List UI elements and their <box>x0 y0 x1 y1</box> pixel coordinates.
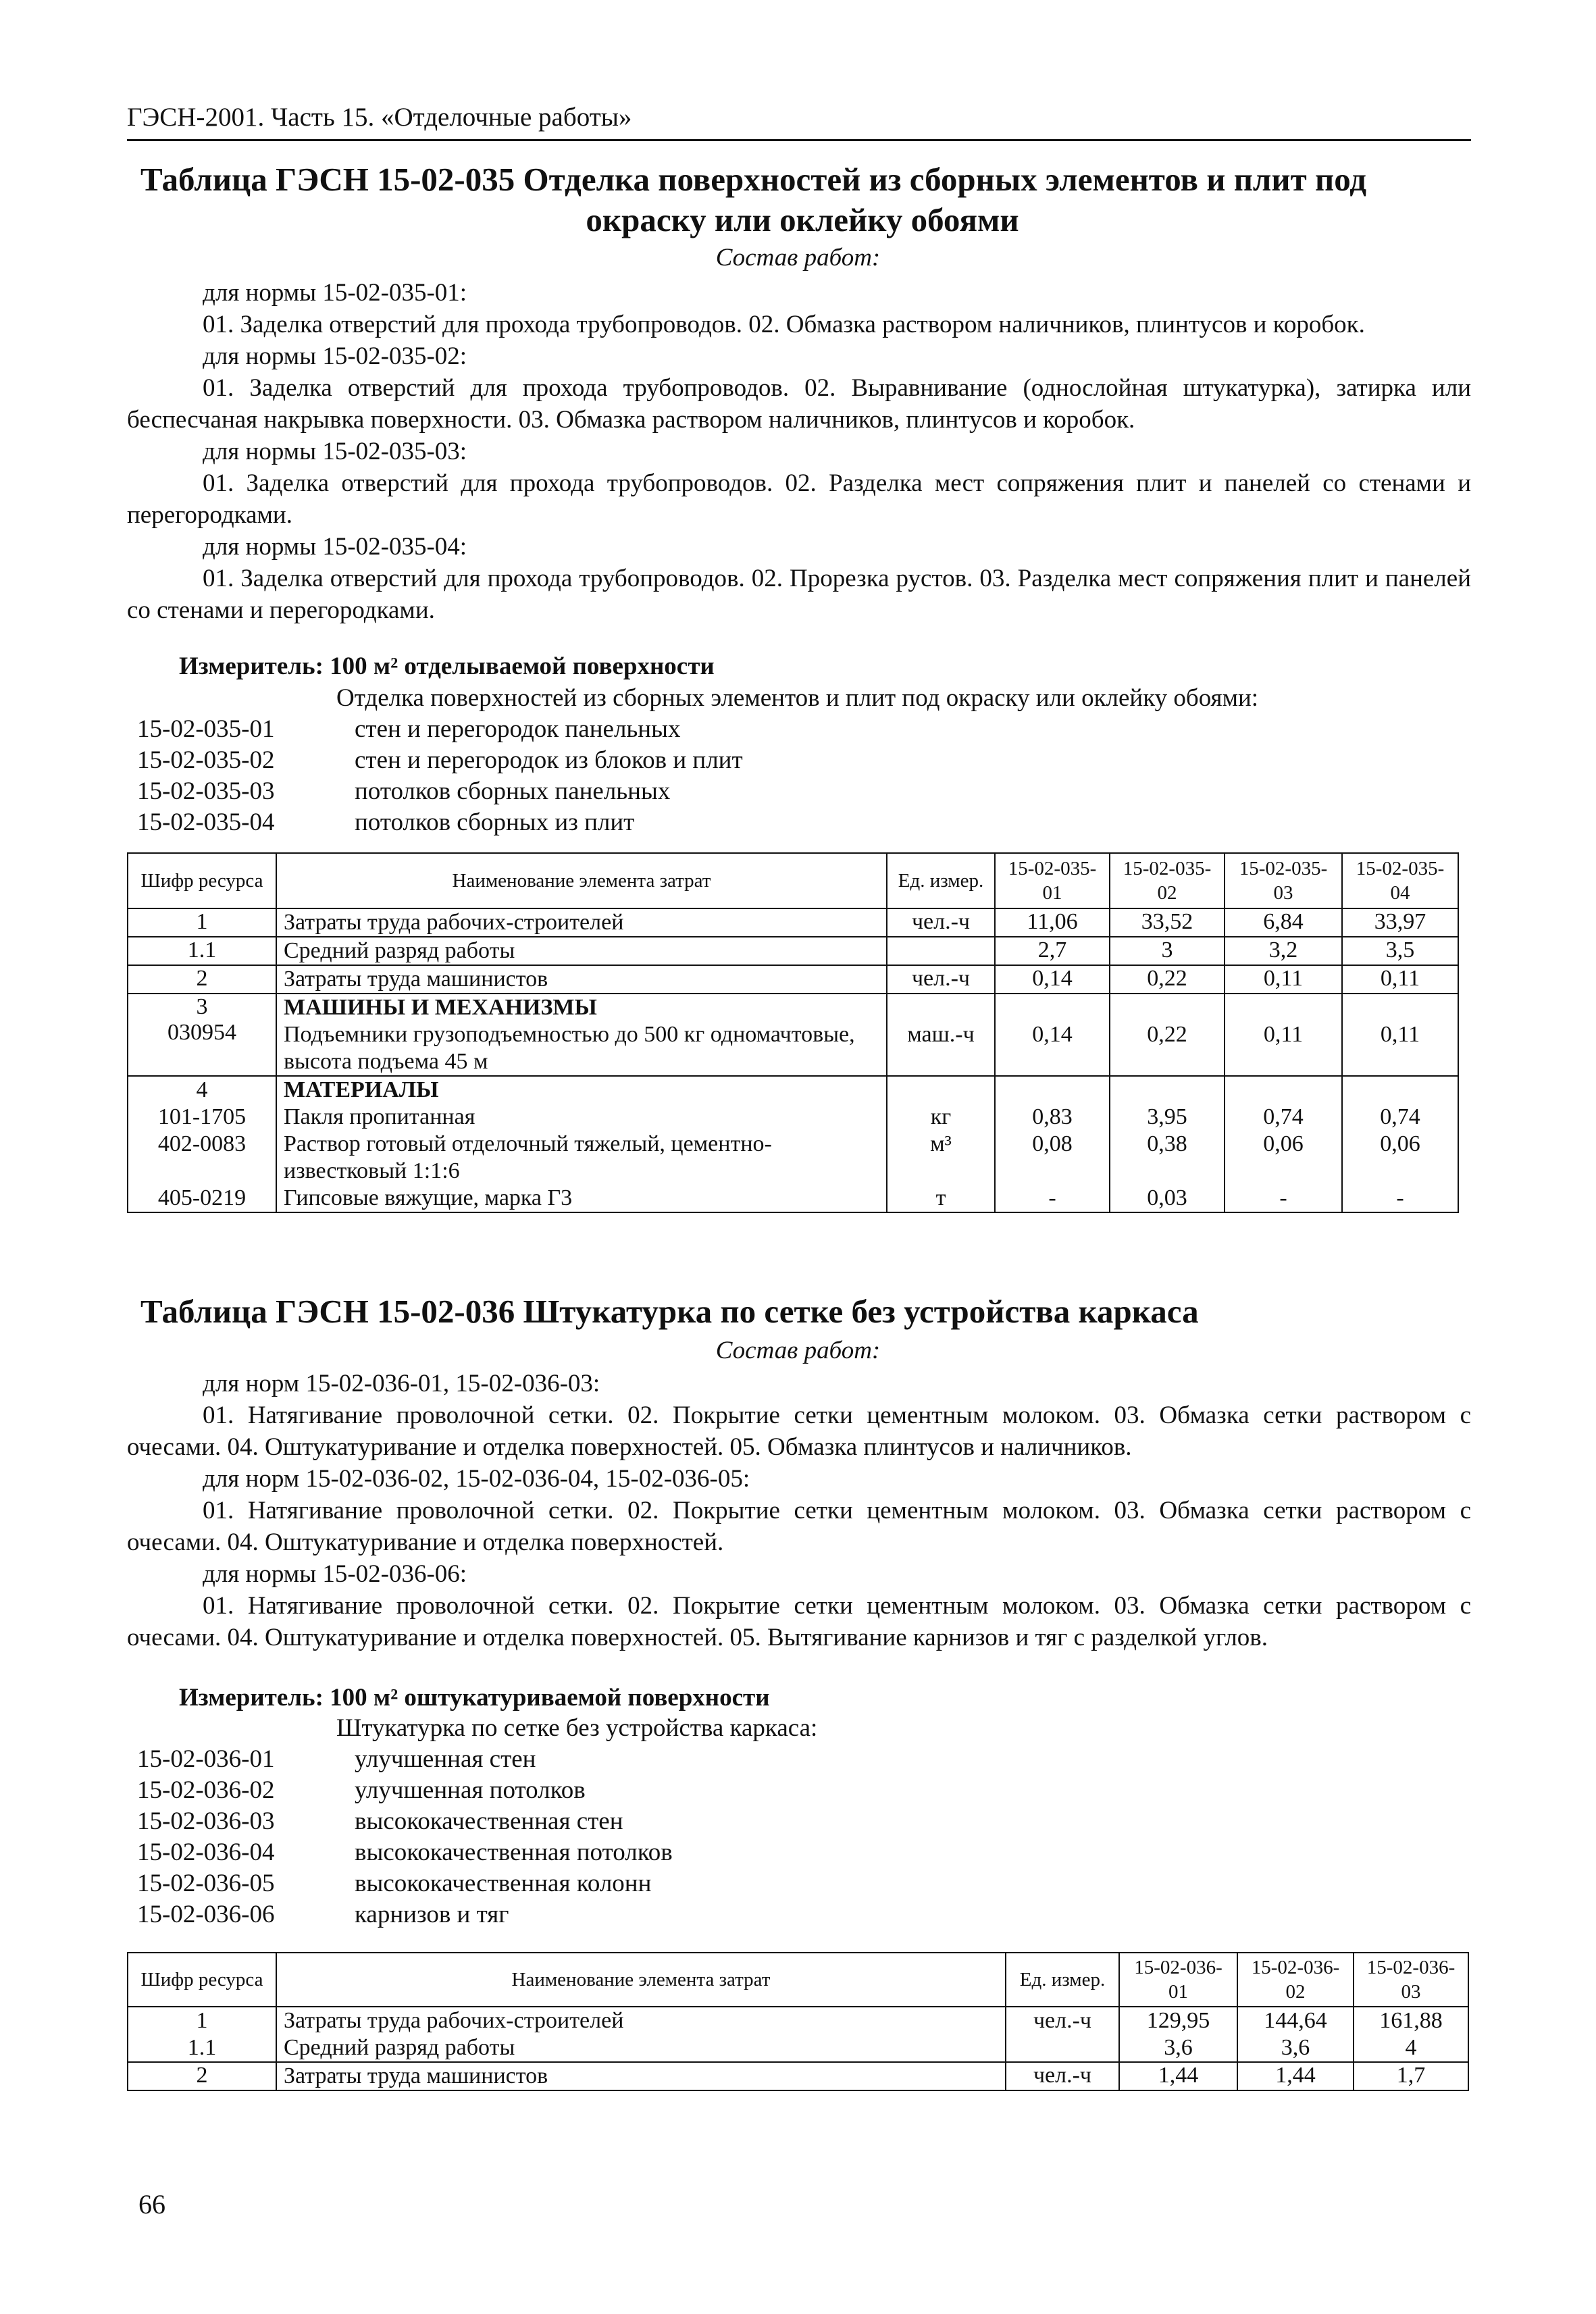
section-title: МАТЕРИАЛЫ <box>284 1077 439 1102</box>
norms-036 <box>127 1368 1471 1653</box>
header-code: Шифр ресурса <box>128 1953 276 2007</box>
norm-label: для нормы 15-02-035-02: <box>203 342 467 370</box>
unit: кг <box>930 1104 952 1129</box>
norm-desc: карнизов и тяг <box>355 1901 509 1928</box>
table-header-row <box>128 1953 1468 2007</box>
unit: чел.-ч <box>1033 2008 1092 2033</box>
resource-name: Средний разряд работы <box>284 2035 515 2060</box>
cell-name: Затраты труда рабочих-строителей <box>276 908 887 937</box>
norm-label: для норм 15-02-036-01, 15-02-036-03: <box>203 1370 600 1397</box>
table-035-title-line1: Таблица ГЭСН 15-02-035 Отделка поверхностей из сборных элементов и плит под <box>140 161 1367 198</box>
cell-value <box>1110 1076 1225 1212</box>
code-row <box>137 1775 673 1806</box>
value: 129,95 <box>1146 2008 1210 2033</box>
cell-value <box>1354 2007 1468 2062</box>
cell-code: 2 <box>128 2062 276 2090</box>
norm-code: 15-02-035-02 <box>137 746 275 774</box>
value: - <box>1048 1185 1056 1210</box>
cell-value: 33,52 <box>1110 908 1225 937</box>
value: 0,83 <box>1032 1104 1073 1129</box>
cell-value: 0,14 <box>995 965 1110 994</box>
header-norm-col: 15-02-036-03 <box>1354 1953 1468 2007</box>
cell-name: Средний разряд работы <box>276 937 887 965</box>
cell-code: 030954 <box>168 1020 236 1045</box>
cell-value: 1,44 <box>1119 2062 1237 2090</box>
norm-desc: высококачественная потолков <box>355 1839 673 1866</box>
cell-code: 402-0083 <box>157 1131 247 1156</box>
norm-desc: потолков сборных из плит <box>355 808 635 836</box>
cell-value: 3 <box>1110 937 1225 965</box>
cell-value: 0,11 <box>1342 965 1458 994</box>
cell-name <box>276 1076 887 1212</box>
value: 0,74 <box>1380 1104 1420 1129</box>
resource-name: Раствор готовый отделочный тяжелый, цементно-известковый 1:1:6 <box>284 1131 772 1183</box>
code-row <box>137 1868 673 1899</box>
norm-code: 15-02-035-04 <box>137 808 275 836</box>
cell-value: 0,11 <box>1225 994 1342 1076</box>
cell-value: 6,84 <box>1225 908 1342 937</box>
code-row <box>137 807 743 838</box>
cell-value: 2,7 <box>995 937 1110 965</box>
norm-desc: стен и перегородок из блоков и плит <box>355 746 743 774</box>
cell-unit: маш.-ч <box>887 994 995 1076</box>
cell-name: Затраты труда машинистов <box>276 965 887 994</box>
cell-value: 0,11 <box>1225 965 1342 994</box>
value: - <box>1279 1185 1287 1210</box>
unit: т <box>935 1185 946 1210</box>
table-header-row <box>128 853 1458 908</box>
code-row <box>137 776 743 807</box>
unit: м³ <box>930 1131 952 1156</box>
cell-code: 101-1705 <box>157 1104 247 1129</box>
norm-text: 01. Натягивание проволочной сетки. 02. Покрытие сетки цементным молоком. 03. Обмазка сетки раствором с очесами. 04. Оштукатуривание и отделка поверхностей. 05. Вытягивание карнизов и тяг с разделкой углов. <box>127 1592 1471 1651</box>
cell-value <box>1342 1076 1458 1212</box>
norm-label: для нормы 15-02-035-03: <box>203 438 467 465</box>
page-header: ГЭСН-2001. Часть 15. «Отделочные работы» <box>127 101 1471 141</box>
header-norm-col: 15-02-036-02 <box>1237 1953 1354 2007</box>
cell-value <box>1225 1076 1342 1212</box>
norm-desc: высококачественная стен <box>355 1807 623 1835</box>
cell-unit <box>1006 2007 1119 2062</box>
cell-code: 1 <box>128 908 276 937</box>
table-035-title-line2: окраску или оклейку обоями <box>586 201 1019 238</box>
resource-name: Затраты труда рабочих-строителей <box>284 2008 624 2033</box>
code-list-036 <box>137 1744 673 1930</box>
table-row <box>128 908 1458 937</box>
cell-value: 1,44 <box>1237 2062 1354 2090</box>
code-row <box>137 1744 673 1775</box>
norm-text: 01. Заделка отверстий для прохода трубопроводов. 02. Прорезка рустов. 03. Разделка мест сопряжения плит и панелей со стенами и перегородками. <box>127 565 1471 624</box>
cell-value: 0,11 <box>1342 994 1458 1076</box>
resource-table-035 <box>127 852 1459 1213</box>
norm-text: 01. Натягивание проволочной сетки. 02. Покрытие сетки цементным молоком. 03. Обмазка сетки раствором с очесами. 04. Оштукатуривание и отделка поверхностей. 05. Обмазка плинтусов и наличников. <box>127 1402 1471 1461</box>
cell-code: 2 <box>128 965 276 994</box>
resource-name: Подъемники грузоподъемностью до 500 кг одномачтовые, высота подъема 45 м <box>284 1022 855 1074</box>
cell-value: 3,5 <box>1342 937 1458 965</box>
value: 3,95 <box>1147 1104 1187 1129</box>
header-name: Наименование элемента затрат <box>276 1953 1006 2007</box>
header-norm-col: 15-02-035-04 <box>1342 853 1458 908</box>
cell-value <box>1237 2007 1354 2062</box>
value: 3,6 <box>1281 2035 1310 2060</box>
norm-text: 01. Заделка отверстий для прохода трубопроводов. 02. Выравнивание (однослойная штукатурка), затирка или беспесчаная накрывка поверхности. 03. Обмазка раствором наличников, плинтусов и коробок. <box>127 374 1471 434</box>
cell-unit: чел.-ч <box>887 908 995 937</box>
header-name: Наименование элемента затрат <box>276 853 887 908</box>
table-row <box>128 994 1458 1076</box>
table-row <box>128 1076 1458 1212</box>
code-row <box>137 1837 673 1868</box>
norm-code: 15-02-036-05 <box>137 1870 275 1897</box>
norm-desc: улучшенная потолков <box>355 1776 586 1804</box>
cell-unit <box>887 937 995 965</box>
section-code: 3 <box>196 994 208 1019</box>
header-code: Шифр ресурса <box>128 853 276 908</box>
cell-value: 33,97 <box>1342 908 1458 937</box>
table-036-title: Таблица ГЭСН 15-02-036 Штукатурка по сетке без устройства каркаса <box>140 1293 1199 1330</box>
code-row <box>137 1806 673 1837</box>
cell-unit <box>887 1076 995 1212</box>
code-row <box>137 714 743 745</box>
norm-code: 15-02-035-01 <box>137 715 275 743</box>
table-row <box>128 2007 1468 2062</box>
norm-label: для нормы 15-02-035-01: <box>203 279 467 307</box>
value: 0,08 <box>1032 1131 1073 1156</box>
norm-text: 01. Заделка отверстий для прохода трубопроводов. 02. Обмазка раствором наличников, плинтусов и коробок. <box>203 311 1365 338</box>
izmeritel-label: Измеритель: <box>179 652 324 680</box>
header-unit: Ед. измер. <box>1006 1953 1119 2007</box>
sostav-035: Состав работ: <box>715 244 881 272</box>
norm-code: 15-02-036-06 <box>137 1901 275 1928</box>
norm-code: 15-02-036-04 <box>137 1839 275 1866</box>
value: 161,88 <box>1379 2008 1443 2033</box>
table-row <box>128 937 1458 965</box>
header-norm-col: 15-02-035-03 <box>1225 853 1342 908</box>
value: 0,38 <box>1147 1131 1187 1156</box>
value: 3,6 <box>1164 2035 1193 2060</box>
cell-name <box>276 994 887 1076</box>
cell-code <box>128 994 276 1076</box>
table-035-title <box>140 159 1464 240</box>
izmeritel-label: Измеритель: <box>179 1684 324 1712</box>
cell-code: 405-0219 <box>157 1185 247 1210</box>
code-row <box>137 745 743 776</box>
norm-label: для норм 15-02-036-02, 15-02-036-04, 15-02-036-05: <box>203 1465 750 1493</box>
izmeritel-value: 100 м² оштукатуриваемой поверхности <box>330 1684 770 1712</box>
cell-code <box>128 2007 276 2062</box>
cell-code-value: 1 <box>196 2008 208 2033</box>
norm-desc: высококачественная колонн <box>355 1870 652 1897</box>
norm-label: для нормы 15-02-035-04: <box>203 533 467 561</box>
sostav-036: Состав работ: <box>715 1337 881 1364</box>
cell-value: 0,14 <box>995 994 1110 1076</box>
value: 4 <box>1405 2035 1417 2060</box>
value: 144,64 <box>1264 2008 1327 2033</box>
code-list-035 <box>137 714 743 838</box>
norm-text: 01. Натягивание проволочной сетки. 02. Покрытие сетки цементным молоком. 03. Обмазка сетки раствором с очесами. 04. Оштукатуривание и отделка поверхностей. <box>127 1497 1471 1556</box>
header-unit: Ед. измер. <box>887 853 995 908</box>
norm-code: 15-02-036-01 <box>137 1745 275 1773</box>
norm-desc: потолков сборных панельных <box>355 777 671 805</box>
category-heading-036: Штукатурка по сетке без устройства каркаса: <box>336 1714 818 1742</box>
norm-text: 01. Заделка отверстий для прохода трубопроводов. 02. Разделка мест сопряжения плит и панелей со стенами и перегородками. <box>127 469 1471 529</box>
cell-value <box>995 1076 1110 1212</box>
cell-name: Затраты труда машинистов <box>276 2062 1006 2090</box>
cell-unit: чел.-ч <box>887 965 995 994</box>
page-number: 66 <box>138 2189 165 2219</box>
table-row <box>128 965 1458 994</box>
cell-value <box>1119 2007 1237 2062</box>
value: 0,03 <box>1147 1185 1187 1210</box>
izmeritel-035 <box>179 652 715 681</box>
value: 0,06 <box>1380 1131 1420 1156</box>
norms-035 <box>127 277 1471 626</box>
norm-code: 15-02-035-03 <box>137 777 275 805</box>
norm-code: 15-02-036-02 <box>137 1776 275 1804</box>
header-norm-col: 15-02-035-01 <box>995 853 1110 908</box>
resource-name: Гипсовые вяжущие, марка Г3 <box>284 1185 573 1210</box>
cell-name <box>276 2007 1006 2062</box>
cell-value: 0,22 <box>1110 965 1225 994</box>
izmeritel-036 <box>179 1683 770 1712</box>
norm-code: 15-02-036-03 <box>137 1807 275 1835</box>
cell-value: 1,7 <box>1354 2062 1468 2090</box>
norm-desc: стен и перегородок панельных <box>355 715 681 743</box>
header-norm-col: 15-02-035-02 <box>1110 853 1225 908</box>
izmeritel-value: 100 м² отделываемой поверхности <box>330 652 715 680</box>
cell-code: 1.1 <box>128 937 276 965</box>
cell-value: 3,2 <box>1225 937 1342 965</box>
value: - <box>1396 1185 1404 1210</box>
value: 0,06 <box>1263 1131 1304 1156</box>
resource-name: Пакля пропитанная <box>284 1104 475 1129</box>
value: 0,74 <box>1263 1104 1304 1129</box>
cell-code <box>128 1076 276 1212</box>
category-heading-035: Отделка поверхностей из сборных элементов и плит под окраску или оклейку обоями: <box>336 684 1259 712</box>
table-row <box>128 2062 1468 2090</box>
cell-unit: чел.-ч <box>1006 2062 1119 2090</box>
code-row <box>137 1899 673 1930</box>
section-title: МАШИНЫ И МЕХАНИЗМЫ <box>284 995 597 1020</box>
cell-code-value: 1.1 <box>187 2035 217 2060</box>
header-norm-col: 15-02-036-01 <box>1119 1953 1237 2007</box>
norm-desc: улучшенная стен <box>355 1745 536 1773</box>
cell-value: 0,22 <box>1110 994 1225 1076</box>
resource-table-036 <box>127 1952 1469 2091</box>
section-code: 4 <box>196 1077 208 1102</box>
norm-label: для нормы 15-02-036-06: <box>203 1560 467 1588</box>
cell-value: 11,06 <box>995 908 1110 937</box>
